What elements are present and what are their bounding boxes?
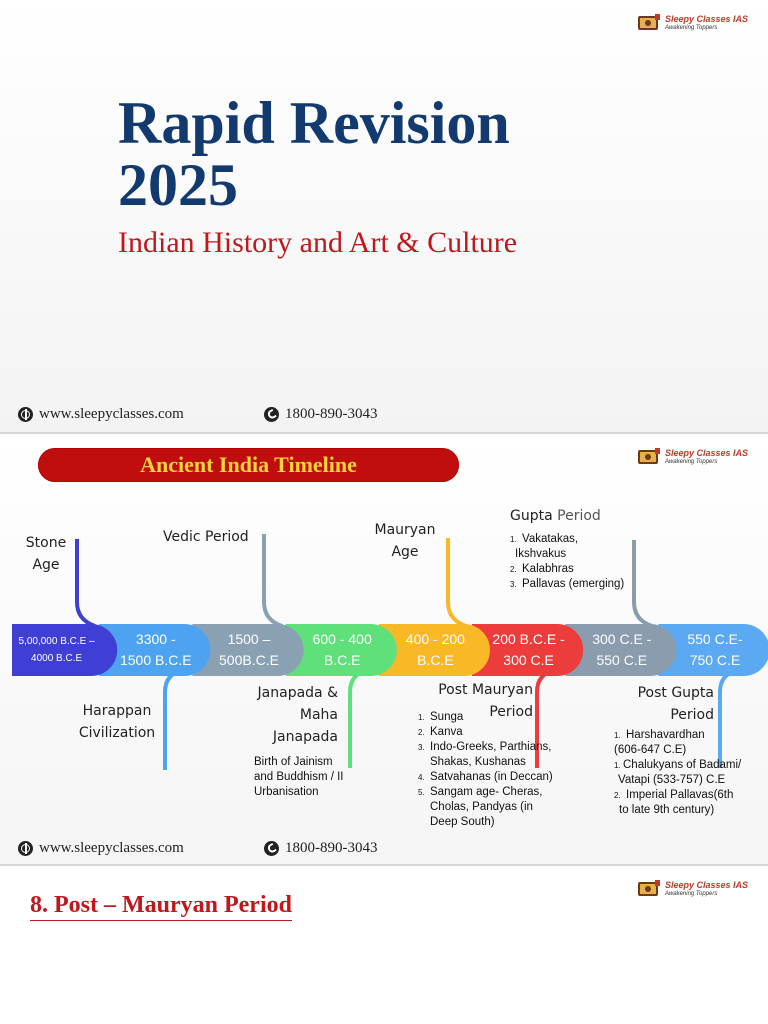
section-slide xyxy=(0,866,768,1024)
title-line-1: Rapid Revision xyxy=(118,90,510,156)
segment-label-7: 550 C.E- 750 C.E xyxy=(687,631,743,668)
post-mauryan-notes: 1. Sunga 2. Kanva 3. Indo-Greeks, Parthians, Shakas, Kushanas 4. Satvahanas (in Deccan) 5. Sangam age- Cheras, Cholas, Pandyas (in Deep South) xyxy=(418,711,553,828)
brand-logo xyxy=(637,12,748,34)
label-janapada: Janapada & Maha Janapada xyxy=(257,685,338,745)
label-vedic-period: Vedic Period xyxy=(163,529,249,545)
label-gupta-period: Gupta Period xyxy=(510,508,601,524)
logo-name: Sleepy Classes IAS xyxy=(665,880,749,890)
stem-stone-age xyxy=(77,539,95,626)
gupta-notes: 1. Vakatakas, Ikshvakus 2. Kalabhras 3. Pallavas (emerging) xyxy=(510,533,625,590)
slide-footer xyxy=(0,838,768,860)
label-stone-age: Stone Age xyxy=(25,535,67,573)
phone-contact xyxy=(264,840,378,857)
section-heading: 8. Post – Mauryan Period xyxy=(30,892,292,921)
timeline-slide xyxy=(0,434,768,864)
segment-label-0: 5,00,000 B.C.E – 4000 B.C.E xyxy=(18,636,95,664)
stem-gupta xyxy=(634,540,652,626)
logo-tagline: Awakening Toppers xyxy=(665,25,718,31)
phone-text[interactable]: 1800-890-3043 xyxy=(285,840,378,856)
segment-label-1: 3300 - 1500 B.C.E xyxy=(119,631,192,668)
logo-name: Sleepy Classes IAS xyxy=(665,14,749,24)
segment-label-4: 400 - 200 B.C.E xyxy=(405,631,465,668)
phone-contact xyxy=(264,406,378,423)
page-title xyxy=(118,92,510,216)
segment-label-3: 600 - 400 B.C.E xyxy=(312,631,372,668)
globe-icon xyxy=(18,841,33,856)
logo-icon xyxy=(637,12,661,34)
slide-footer xyxy=(0,404,768,426)
segment-label-5: 200 B.C.E - 300 C.E xyxy=(492,631,565,668)
brand-logo xyxy=(637,878,748,900)
website-contact xyxy=(18,840,184,857)
stem-harappan xyxy=(165,670,183,770)
label-harappan: Harappan Civilization xyxy=(78,703,156,741)
website-text[interactable]: www.sleepyclasses.com xyxy=(39,406,184,422)
cover-slide xyxy=(0,0,768,432)
logo-icon xyxy=(637,878,661,900)
stem-janapada xyxy=(350,670,368,768)
title-line-2: 2025 xyxy=(118,152,238,218)
janapada-notes: Birth of Jainism and Buddhism / II Urbanisation xyxy=(254,756,344,798)
banner-title: Ancient India Timeline xyxy=(140,452,357,477)
website-contact xyxy=(18,406,184,423)
phone-icon xyxy=(264,841,279,856)
segment-label-6: 300 C.E - 550 C.E xyxy=(592,631,652,668)
post-gupta-notes: 1. Harshavardhan (606-647 C.E) 1. Chalukyans of Badami/ Vatapi (533-757) C.E 2. Imperial Pallavas(6th to late 9th century) xyxy=(614,729,742,816)
logo-tagline: Awakening Toppers xyxy=(665,891,718,897)
phone-icon xyxy=(264,407,279,422)
website-text[interactable]: www.sleepyclasses.com xyxy=(39,840,184,856)
stem-vedic xyxy=(264,534,282,626)
segment-label-2: 1500 – 500B.C.E xyxy=(219,631,279,668)
logo-tagline: Awakening Toppers xyxy=(665,459,718,465)
phone-text[interactable]: 1800-890-3043 xyxy=(285,406,378,422)
globe-icon xyxy=(18,407,33,422)
stem-mauryan xyxy=(448,538,466,626)
label-post-mauryan: Post Mauryan Period xyxy=(438,682,533,720)
label-post-gupta: Post Gupta Period xyxy=(637,685,714,723)
logo-name: Sleepy Classes IAS xyxy=(665,448,749,458)
page-subtitle: Indian History and Art & Culture xyxy=(118,226,518,259)
label-mauryan-age: Mauryan Age xyxy=(374,522,436,560)
